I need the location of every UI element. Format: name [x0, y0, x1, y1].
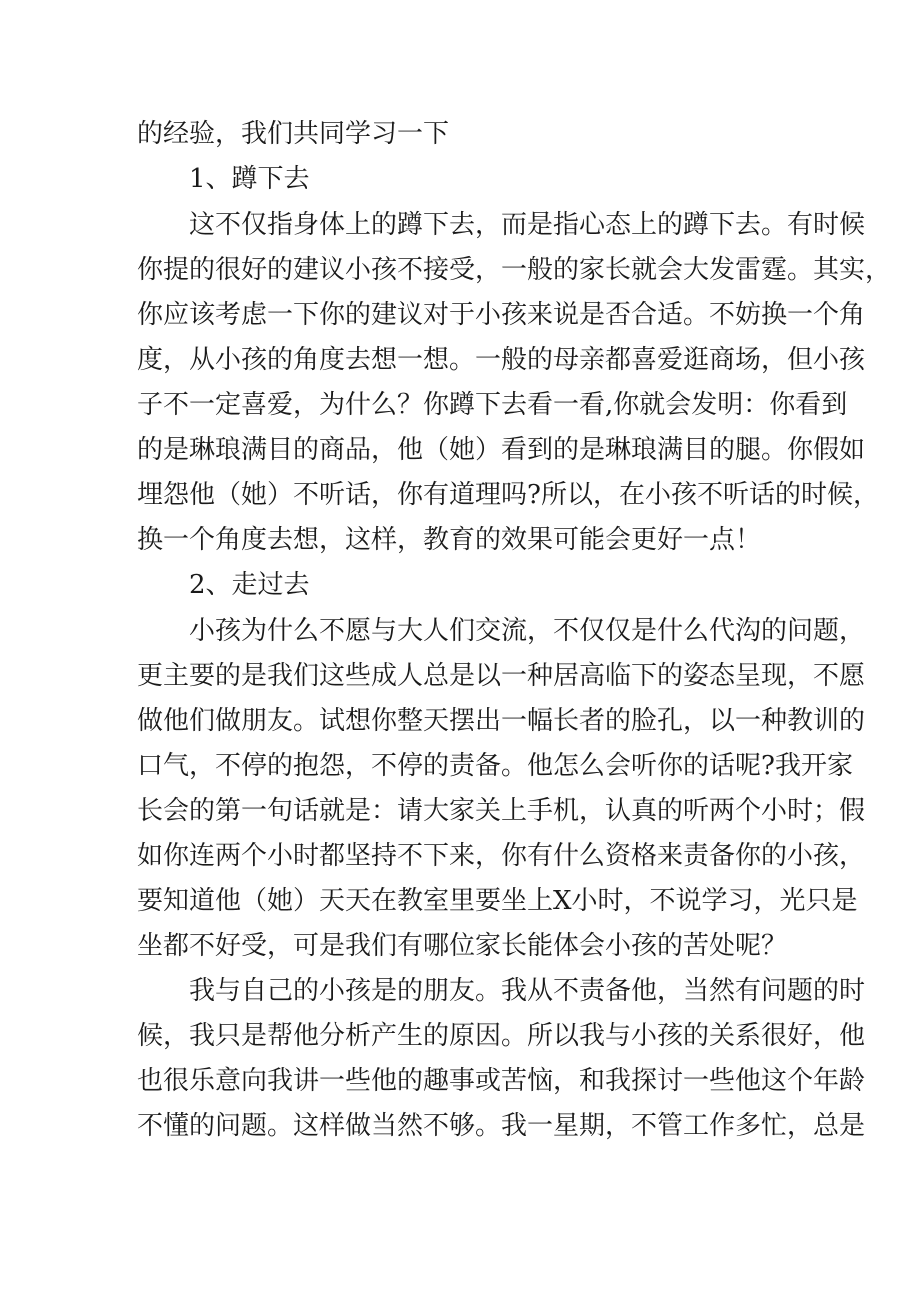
section1-paragraph: [137, 203, 892, 563]
paragraph-line: 埋怨他（她）不听话，你有道理吗?所以，在小孩不听话的时候，: [137, 480, 879, 510]
paragraph-line: 的是琳琅满目的商品，他（她）看到的是琳琅满目的腿。你假如: [137, 435, 866, 465]
opening-line: 的经验，我们共同学习一下: [137, 119, 450, 149]
paragraph-line: 候，我只是帮他分析产生的原因。所以我与小孩的关系很好，他: [137, 1021, 866, 1051]
paragraph-line: 这不仅指身体上的蹲下去，而是指心态上的蹲下去。有时候: [189, 210, 866, 240]
paragraph-line: 我与自己的小孩是的朋友。我从不责备他，当然有问题的时: [189, 976, 866, 1006]
paragraph-line: 要知道他（她）天天在教室里要坐上X小时，不说学习，光只是: [137, 886, 858, 916]
section2-paragraph: [137, 609, 866, 969]
paragraph-line: 你应该考虑一下你的建议对于小孩来说是否合适。不妨换一个角: [137, 300, 866, 330]
paragraph-line: 做他们做朋友。试想你整天摆出一幅长者的脸孔，以一种教训的: [137, 706, 866, 736]
paragraph-line: 如你连两个小时都坚持不下来，你有什么资格来责备你的小孩，: [137, 841, 866, 871]
paragraph-line: 长会的第一句话就是：请大家关上手机，认真的听两个小时；假: [137, 796, 866, 826]
document-body: [137, 112, 892, 1149]
paragraph-line: 坐都不好受，可是我们有哪位家长能体会小孩的苦处呢？: [137, 931, 788, 961]
paragraph-line: 口气，不停的抱怨，不停的责备。他怎么会听你的话呢?我开家: [137, 751, 853, 781]
paragraph-line: 更主要的是我们这些成人总是以一种居高临下的姿态呈现，不愿: [137, 661, 866, 691]
paragraph-line: 子不一定喜爱，为什么？你蹲下去看一看,你就会发明：你看到: [137, 390, 848, 420]
paragraph-line: 小孩为什么不愿与大人们交流，不仅仅是什么代沟的问题，: [189, 616, 866, 646]
paragraph-line: 度，从小孩的角度去想一想。一般的母亲都喜爱逛商场，但小孩: [137, 345, 866, 375]
paragraph-line: 换一个角度去想，这样，教育的效果可能会更好一点！: [137, 525, 762, 555]
section-heading-1: 1、蹲下去: [189, 164, 310, 194]
paragraph-line: 也很乐意向我讲一些他的趣事或苦恼，和我探讨一些他这个年龄: [137, 1066, 866, 1096]
paragraph-line: 你提的很好的建议小孩不接受，一般的家长就会大发雷霆。其实，: [137, 255, 892, 285]
paragraph-line: 不懂的问题。这样做当然不够。我一星期，不管工作多忙，总是: [137, 1111, 866, 1141]
section-heading-2: 2、走过去: [189, 570, 310, 600]
paragraph-3: [137, 969, 866, 1149]
